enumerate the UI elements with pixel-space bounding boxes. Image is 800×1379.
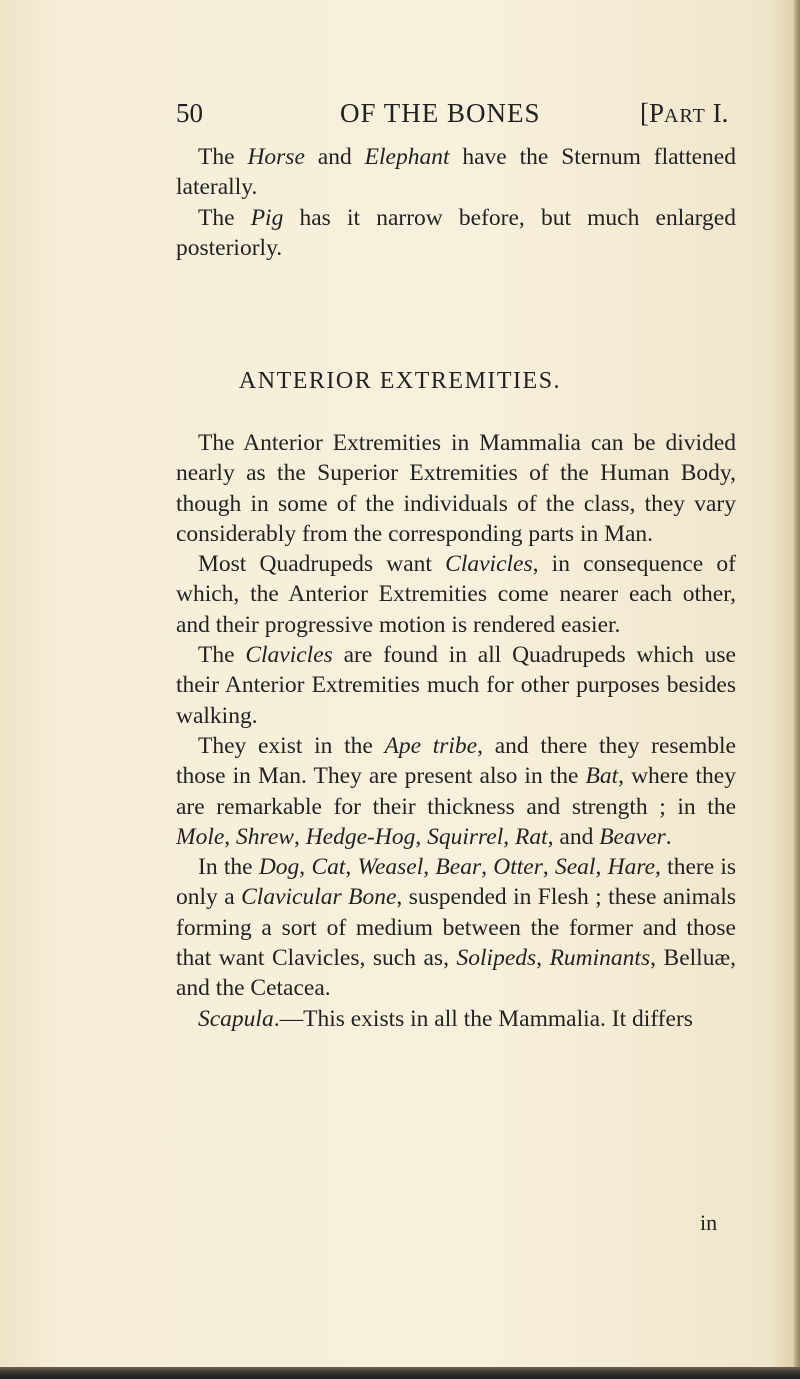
part-label: [PART I.	[640, 98, 729, 128]
paragraph-horse-elephant: The Horse and Elephant have the Sternum flattened laterally.	[176, 144, 736, 201]
body-text	[176, 428, 736, 1034]
paragraph-quadrupeds: Most Quadrupeds want Clavicles, in consequence of which, the Anterior Extremities come nearer each other, and their progressive motion is rendered easier.	[176, 551, 736, 638]
catchword: in	[700, 1210, 718, 1235]
page-edge-shadow	[794, 0, 800, 1379]
paragraph-clavicular-bone: In the Dog, Cat, Weasel, Bear, Otter, Seal, Hare, there is only a Clavicular Bone, suspended in Flesh ; these animals forming a sort of medium between the former and those that want Clavicles, such as, Solipeds, Ruminants, Belluæ, and the Cetacea.	[176, 854, 737, 1002]
running-header	[0, 98, 800, 138]
paragraph-clavicles-found: The Clavicles are found in all Quadrupeds which use their Anterior Extremities much for other purposes besides walking.	[176, 642, 736, 729]
paragraph-clavicles-exist: They exist in the Ape tribe, and there they resemble those in Man. They are present also in the Bat, where they are remarkable for their thickness and strength ; in the Mole, Shrew, Hedge-Hog, Squirrel, Rat, and Beaver.	[176, 732, 736, 850]
binding-bottom-edge	[0, 1367, 800, 1379]
paragraph-pig: The Pig has it narrow before, but much enlarged posteriorly.	[176, 204, 736, 261]
page-number: 50	[176, 98, 203, 128]
paragraph-scapula: Scapula.—This exists in all the Mammalia. It differs	[198, 1005, 693, 1032]
intro-text	[176, 142, 736, 263]
section-heading: ANTERIOR EXTREMITIES.	[238, 368, 562, 394]
paragraph-anterior-extremities: The Anterior Extremities in Mammalia can be divided nearly as the Superior Extremities of the Human Body, though in some of the individuals of the class, they vary considerably from the corresponding parts in Man.	[176, 430, 736, 547]
running-title: OF THE BONES	[340, 98, 541, 128]
